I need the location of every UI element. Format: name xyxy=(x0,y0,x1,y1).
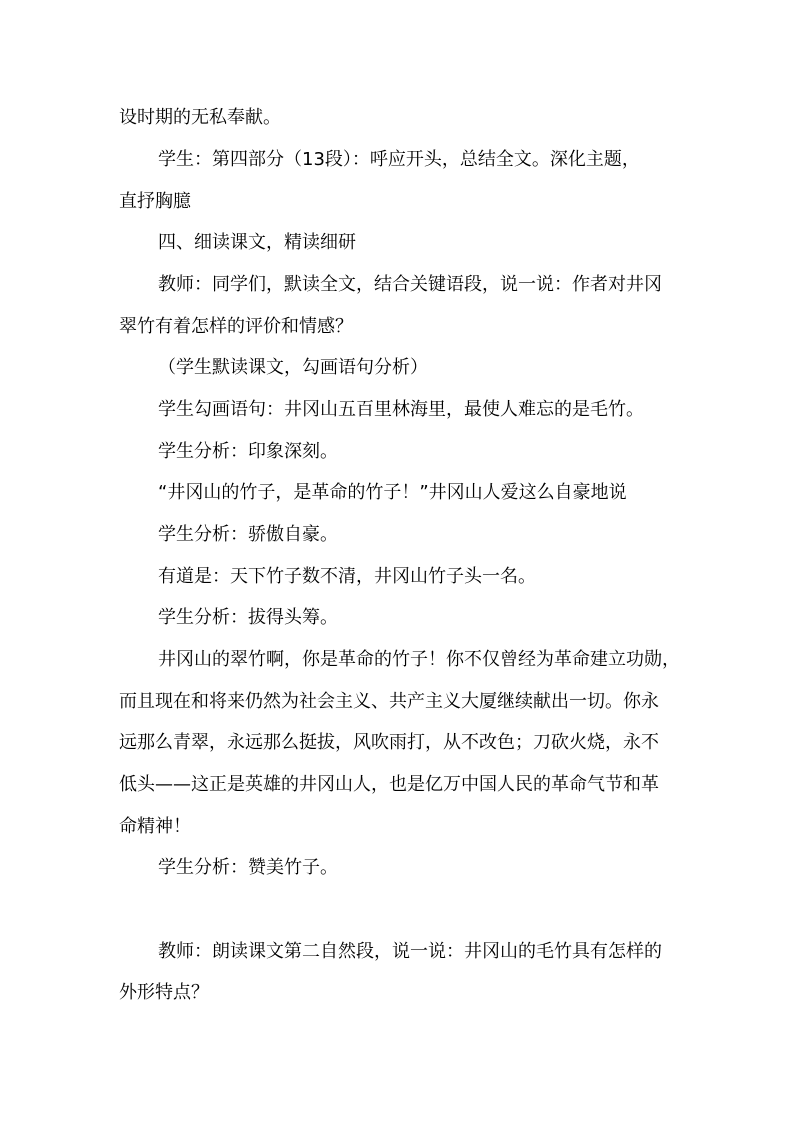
text-line: 而且现在和将来仍然为社会主义、共产主义大厦继续献出一切。你永 xyxy=(119,691,659,712)
text-line: 学生：第四部分（13段）：呼应开头，总结全文。深化主题， xyxy=(158,149,640,170)
text-line: 低头——这正是英雄的井冈山人，也是亿万中国人民的革命气节和革 xyxy=(119,774,659,795)
section-heading: 四、细读课文，精读细研 xyxy=(158,232,356,253)
text-line: 翠竹有着怎样的评价和情感？ xyxy=(119,316,353,337)
text-line: 学生分析：拔得头筹。 xyxy=(158,607,338,628)
text-line: 井冈山的翠竹啊，你是革命的竹子！你不仅曾经为革命建立功勋， xyxy=(158,649,680,670)
text-line: （学生默读课文，勾画语句分析） xyxy=(158,357,428,378)
text-line: 学生勾画语句：井冈山五百里林海里，最使人难忘的是毛竹。 xyxy=(158,399,644,420)
text-line: 远那么青翠，永远那么挺拔，风吹雨打，从不改色；刀砍火烧，永不 xyxy=(119,732,659,753)
text-line: “井冈山的竹子，是革命的竹子！”井冈山人爱这么自豪地说 xyxy=(158,482,627,503)
text-line: 命精神！ xyxy=(119,816,191,837)
text-line: 有道是：天下竹子数不清，井冈山竹子头一名。 xyxy=(158,566,536,587)
text-line: 学生分析：骄傲自豪。 xyxy=(158,524,338,545)
text-line: 学生分析：印象深刻。 xyxy=(158,441,338,462)
text-line: 教师：朗读课文第二自然段，说一说：井冈山的毛竹具有怎样的 xyxy=(158,941,662,962)
text-line: 直抒胸臆 xyxy=(119,191,191,212)
text-line: 外形特点？ xyxy=(119,982,209,1003)
text-line: 学生分析：赞美竹子。 xyxy=(158,857,338,878)
text-line: 设时期的无私奉献。 xyxy=(119,107,281,128)
text-line: 教师：同学们，默读全文，结合关键语段，说一说：作者对井冈 xyxy=(158,274,662,295)
